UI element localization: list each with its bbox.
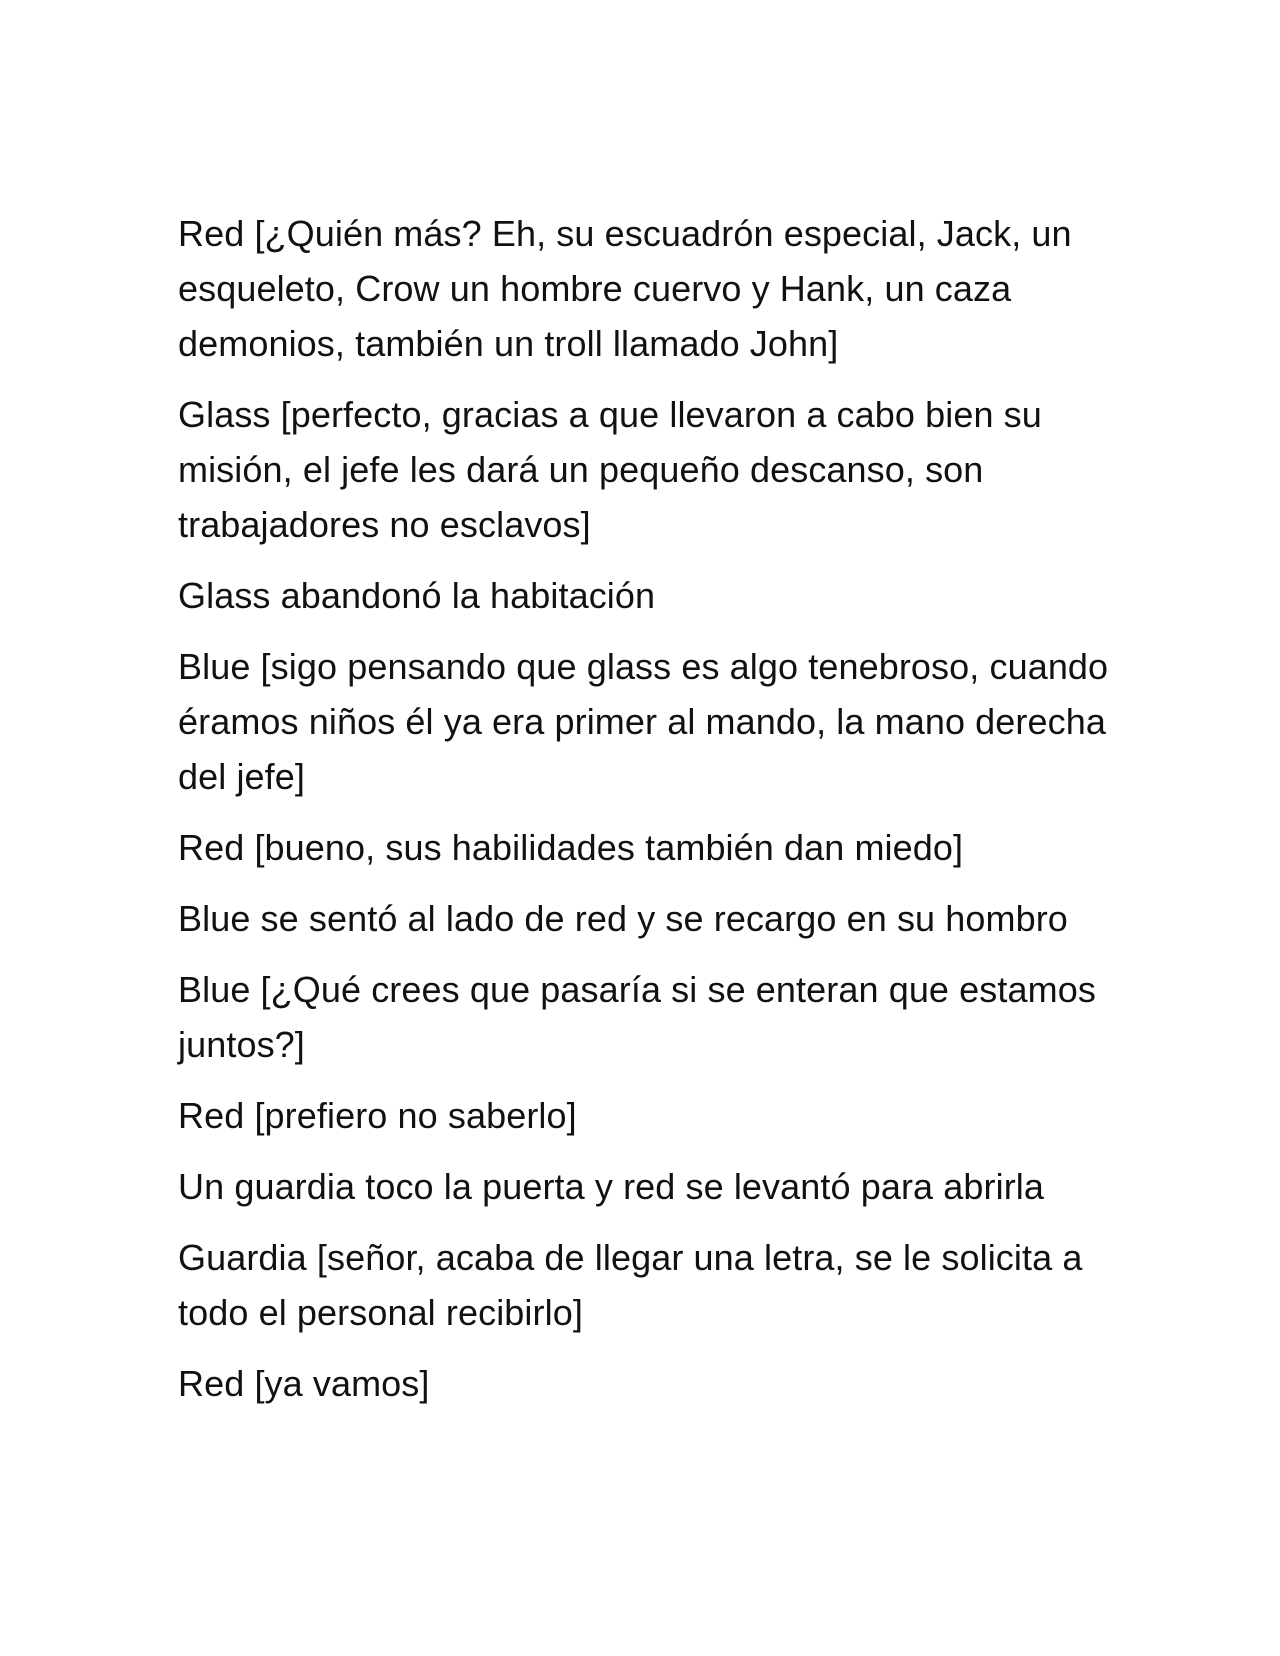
document-body <box>178 206 1118 1427</box>
paragraph-red-skills: Red [bueno, sus habilidades también dan miedo] <box>178 827 964 868</box>
paragraph-guard-letter: Guardia [señor, acaba de llegar una letra, se le solicita a todo el personal recibirlo] <box>178 1237 1083 1333</box>
paragraph-red-squad: Red [¿Quién más? Eh, su escuadrón especial, Jack, un esqueleto, Crow un hombre cuervo y Hank, un caza demonios, también un troll llamado John] <box>178 213 1072 364</box>
paragraph-red-prefer: Red [prefiero no saberlo] <box>178 1095 577 1136</box>
paragraph-blue-glass: Blue [sigo pensando que glass es algo tenebroso, cuando éramos niños él ya era primer al mando, la mano derecha del jefe] <box>178 646 1109 797</box>
paragraph-blue-question: Blue [¿Qué crees que pasaría si se enteran que estamos juntos?] <box>178 969 1096 1065</box>
paragraph-glass-leaves: Glass abandonó la habitación <box>178 575 656 616</box>
paragraph-glass-rest: Glass [perfecto, gracias a que llevaron a cabo bien su misión, el jefe les dará un pequeño descanso, son trabajadores no esclavos] <box>178 394 1042 545</box>
paragraph-guard-knocks: Un guardia toco la puerta y red se levantó para abrirla <box>178 1166 1045 1207</box>
paragraph-red-going: Red [ya vamos] <box>178 1363 430 1404</box>
paragraph-blue-sits: Blue se sentó al lado de red y se recargo en su hombro <box>178 898 1068 939</box>
